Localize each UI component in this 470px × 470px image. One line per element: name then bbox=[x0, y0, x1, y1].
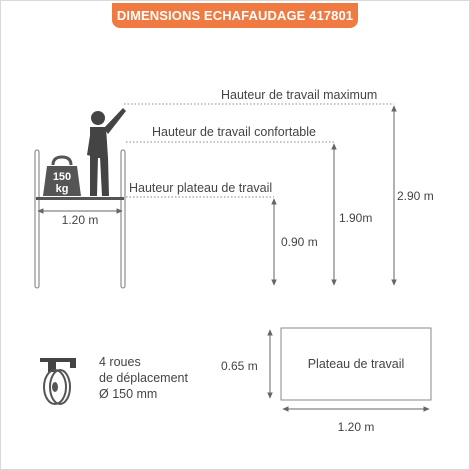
wheels-line-2: de déplacement bbox=[99, 371, 188, 385]
weight-unit: kg bbox=[55, 183, 69, 195]
comfort-height-label: Hauteur de travail confortable bbox=[152, 125, 316, 139]
page-title: DIMENSIONS ECHAFAUDAGE 417801 bbox=[112, 3, 358, 28]
platform-height-label: Hauteur plateau de travail bbox=[129, 181, 273, 195]
comfort-height-value: 1.90m bbox=[339, 211, 373, 225]
scaffold-platform bbox=[36, 197, 124, 200]
platform-depth-value: 0.65 m bbox=[221, 359, 258, 373]
weight-icon bbox=[43, 157, 81, 196]
scaffold-left-post bbox=[35, 150, 39, 288]
weight-value: 150 bbox=[52, 171, 72, 183]
wheels-line-1: 4 roues bbox=[99, 355, 141, 369]
max-height-label: Hauteur de travail maximum bbox=[221, 88, 378, 102]
person-silhouette bbox=[87, 108, 126, 196]
wheel-icon bbox=[40, 358, 76, 404]
platform-height-value: 0.90 m bbox=[281, 235, 318, 249]
scaffold-right-post bbox=[121, 150, 125, 288]
scaffold-width-label: 1.20 m bbox=[61, 213, 99, 227]
wheels-line-3: Ø 150 mm bbox=[99, 387, 158, 401]
platform-width-value: 1.20 m bbox=[337, 420, 375, 434]
platform-plan-label: Plateau de travail bbox=[307, 357, 405, 371]
max-height-value: 2.90 m bbox=[397, 189, 434, 203]
